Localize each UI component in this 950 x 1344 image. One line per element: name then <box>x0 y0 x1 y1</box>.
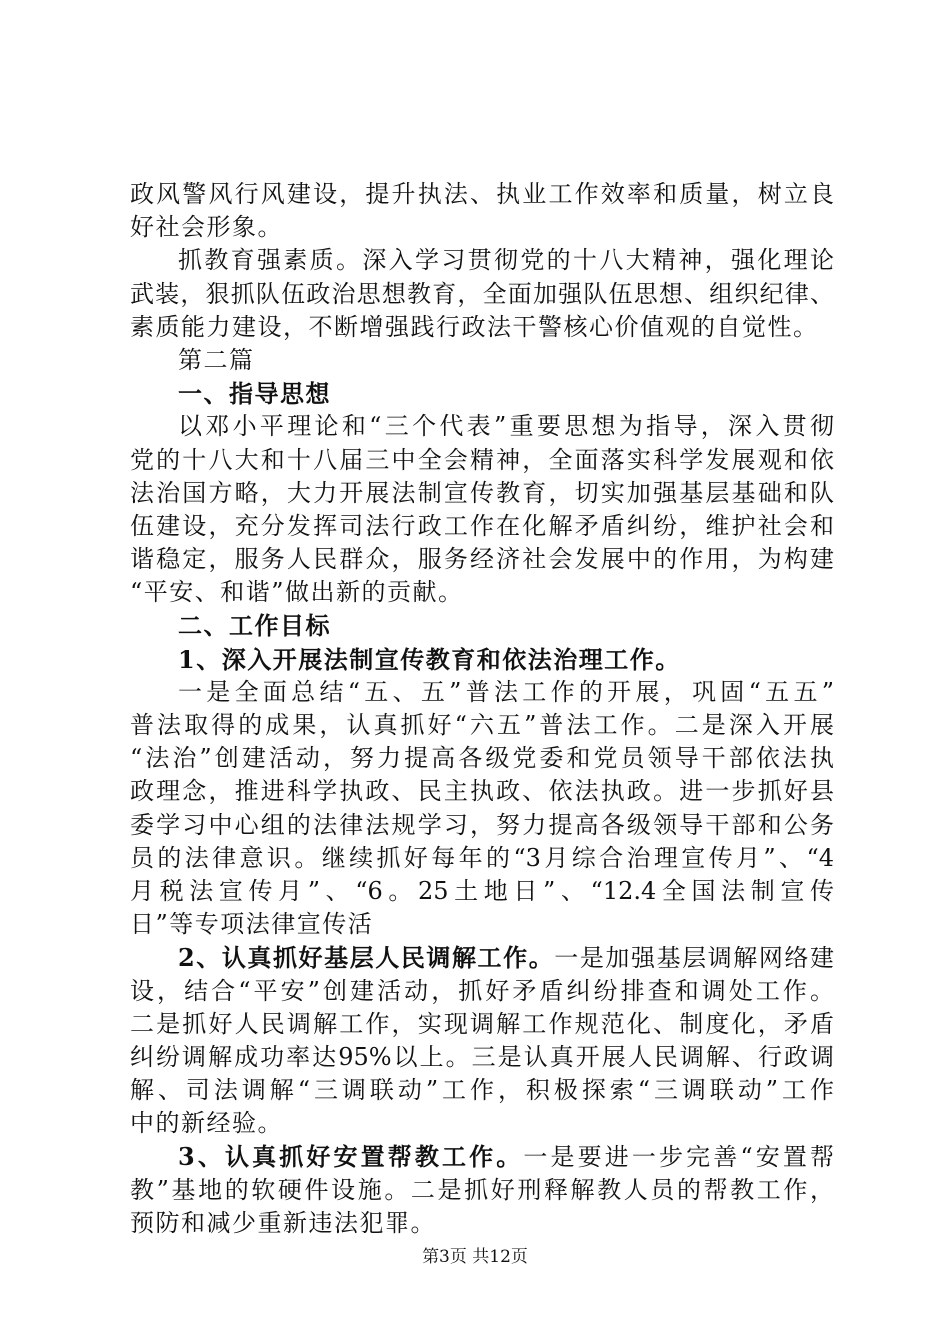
subsection-heading: 1、深入开展法制宣传教育和依法治理工作。 <box>178 644 681 674</box>
paragraph-line: 员的法律意识。继续抓好每年的“3月综合治理宣传月”、“4 <box>130 843 834 872</box>
paragraph-line: 设，结合“平安”创建活动，抓好矛盾纠纷排查和调处工作。 <box>130 976 834 1005</box>
paragraph-line <box>130 941 834 974</box>
document-body <box>130 178 834 1240</box>
paragraph-line: 政理念，推进科学执政、民主执政、依法执政。进一步抓好县 <box>130 777 834 806</box>
paragraph-line: 预防和减少重新违法犯罪。 <box>130 1208 436 1237</box>
item-text: 一是加强基层调解网络建 <box>554 944 834 973</box>
paragraph-line: 月税法宣传月”、“6。25土地日”、“12.4全国法制宣传 <box>130 876 834 905</box>
paragraph-line <box>130 1140 834 1173</box>
section-label: 第二篇 <box>178 345 255 374</box>
section-heading: 一、指导思想 <box>178 379 331 409</box>
paragraph-line: 日”等专项法律宣传活 <box>130 910 374 939</box>
item-lead: 2、认真抓好基层人民调解工作。 <box>178 943 555 973</box>
paragraph-line: 普法取得的成果，认真抓好“六五”普法工作。二是深入开展 <box>130 711 834 739</box>
paragraph-line: “法治”创建活动，努力提高各级党委和党员领导干部依法执 <box>130 744 834 773</box>
paragraph-line: 中的新经验。 <box>130 1109 283 1138</box>
paragraph-line: 教”基地的软硬件设施。二是抓好刑释解教人员的帮教工作， <box>130 1175 834 1204</box>
paragraph-line: 政风警风行风建设，提升执法、执业工作效率和质量，树立良 <box>130 180 834 208</box>
paragraph-line: 党的十八大和十八届三中全会精神，全面落实科学发展观和依 <box>130 445 834 474</box>
paragraph-line: 二是抓好人民调解工作，实现调解工作规范化、制度化，矛盾 <box>130 1009 834 1038</box>
section-heading: 二、工作目标 <box>178 611 331 641</box>
paragraph-line: 谐稳定，服务人民群众，服务经济社会发展中的作用，为构建 <box>130 545 834 574</box>
paragraph-line: 抓教育强素质。深入学习贯彻党的十八大精神，强化理论 <box>178 246 834 275</box>
paragraph-line: 好社会形象。 <box>130 213 283 242</box>
paragraph-line: 武装，狠抓队伍政治思想教育，全面加强队伍思想、组织纪律、 <box>130 279 834 308</box>
page-number: 第3页 共12页 <box>422 1247 528 1267</box>
paragraph-line: 伍建设，充分发挥司法行政工作在化解矛盾纠纷，维护社会和 <box>130 511 834 540</box>
item-text: 一是要进一步完善“安置帮 <box>523 1143 834 1172</box>
paragraph-line: 纠纷调解成功率达95%以上。三是认真开展人民调解、行政调 <box>130 1042 834 1071</box>
paragraph-line: 法治国方略，大力开展法制宣传教育，切实加强基层基础和队 <box>130 478 834 507</box>
paragraph-line: 一是全面总结“五、五”普法工作的开展，巩固“五五” <box>178 677 834 706</box>
paragraph-line: 以邓小平理论和“三个代表”重要思想为指导，深入贯彻 <box>178 412 834 441</box>
paragraph-line: 素质能力建设，不断增强践行政法干警核心价值观的自觉性。 <box>130 312 819 341</box>
paragraph-line: “平安、和谐”做出新的贡献。 <box>130 578 464 607</box>
item-lead: 3、认真抓好安置帮教工作。 <box>178 1142 524 1172</box>
paragraph-line: 解、司法调解“三调联动”工作，积极探索“三调联动”工作 <box>130 1076 834 1105</box>
paragraph-line: 委学习中心组的法律法规学习，努力提高各级领导干部和公务 <box>130 810 834 839</box>
